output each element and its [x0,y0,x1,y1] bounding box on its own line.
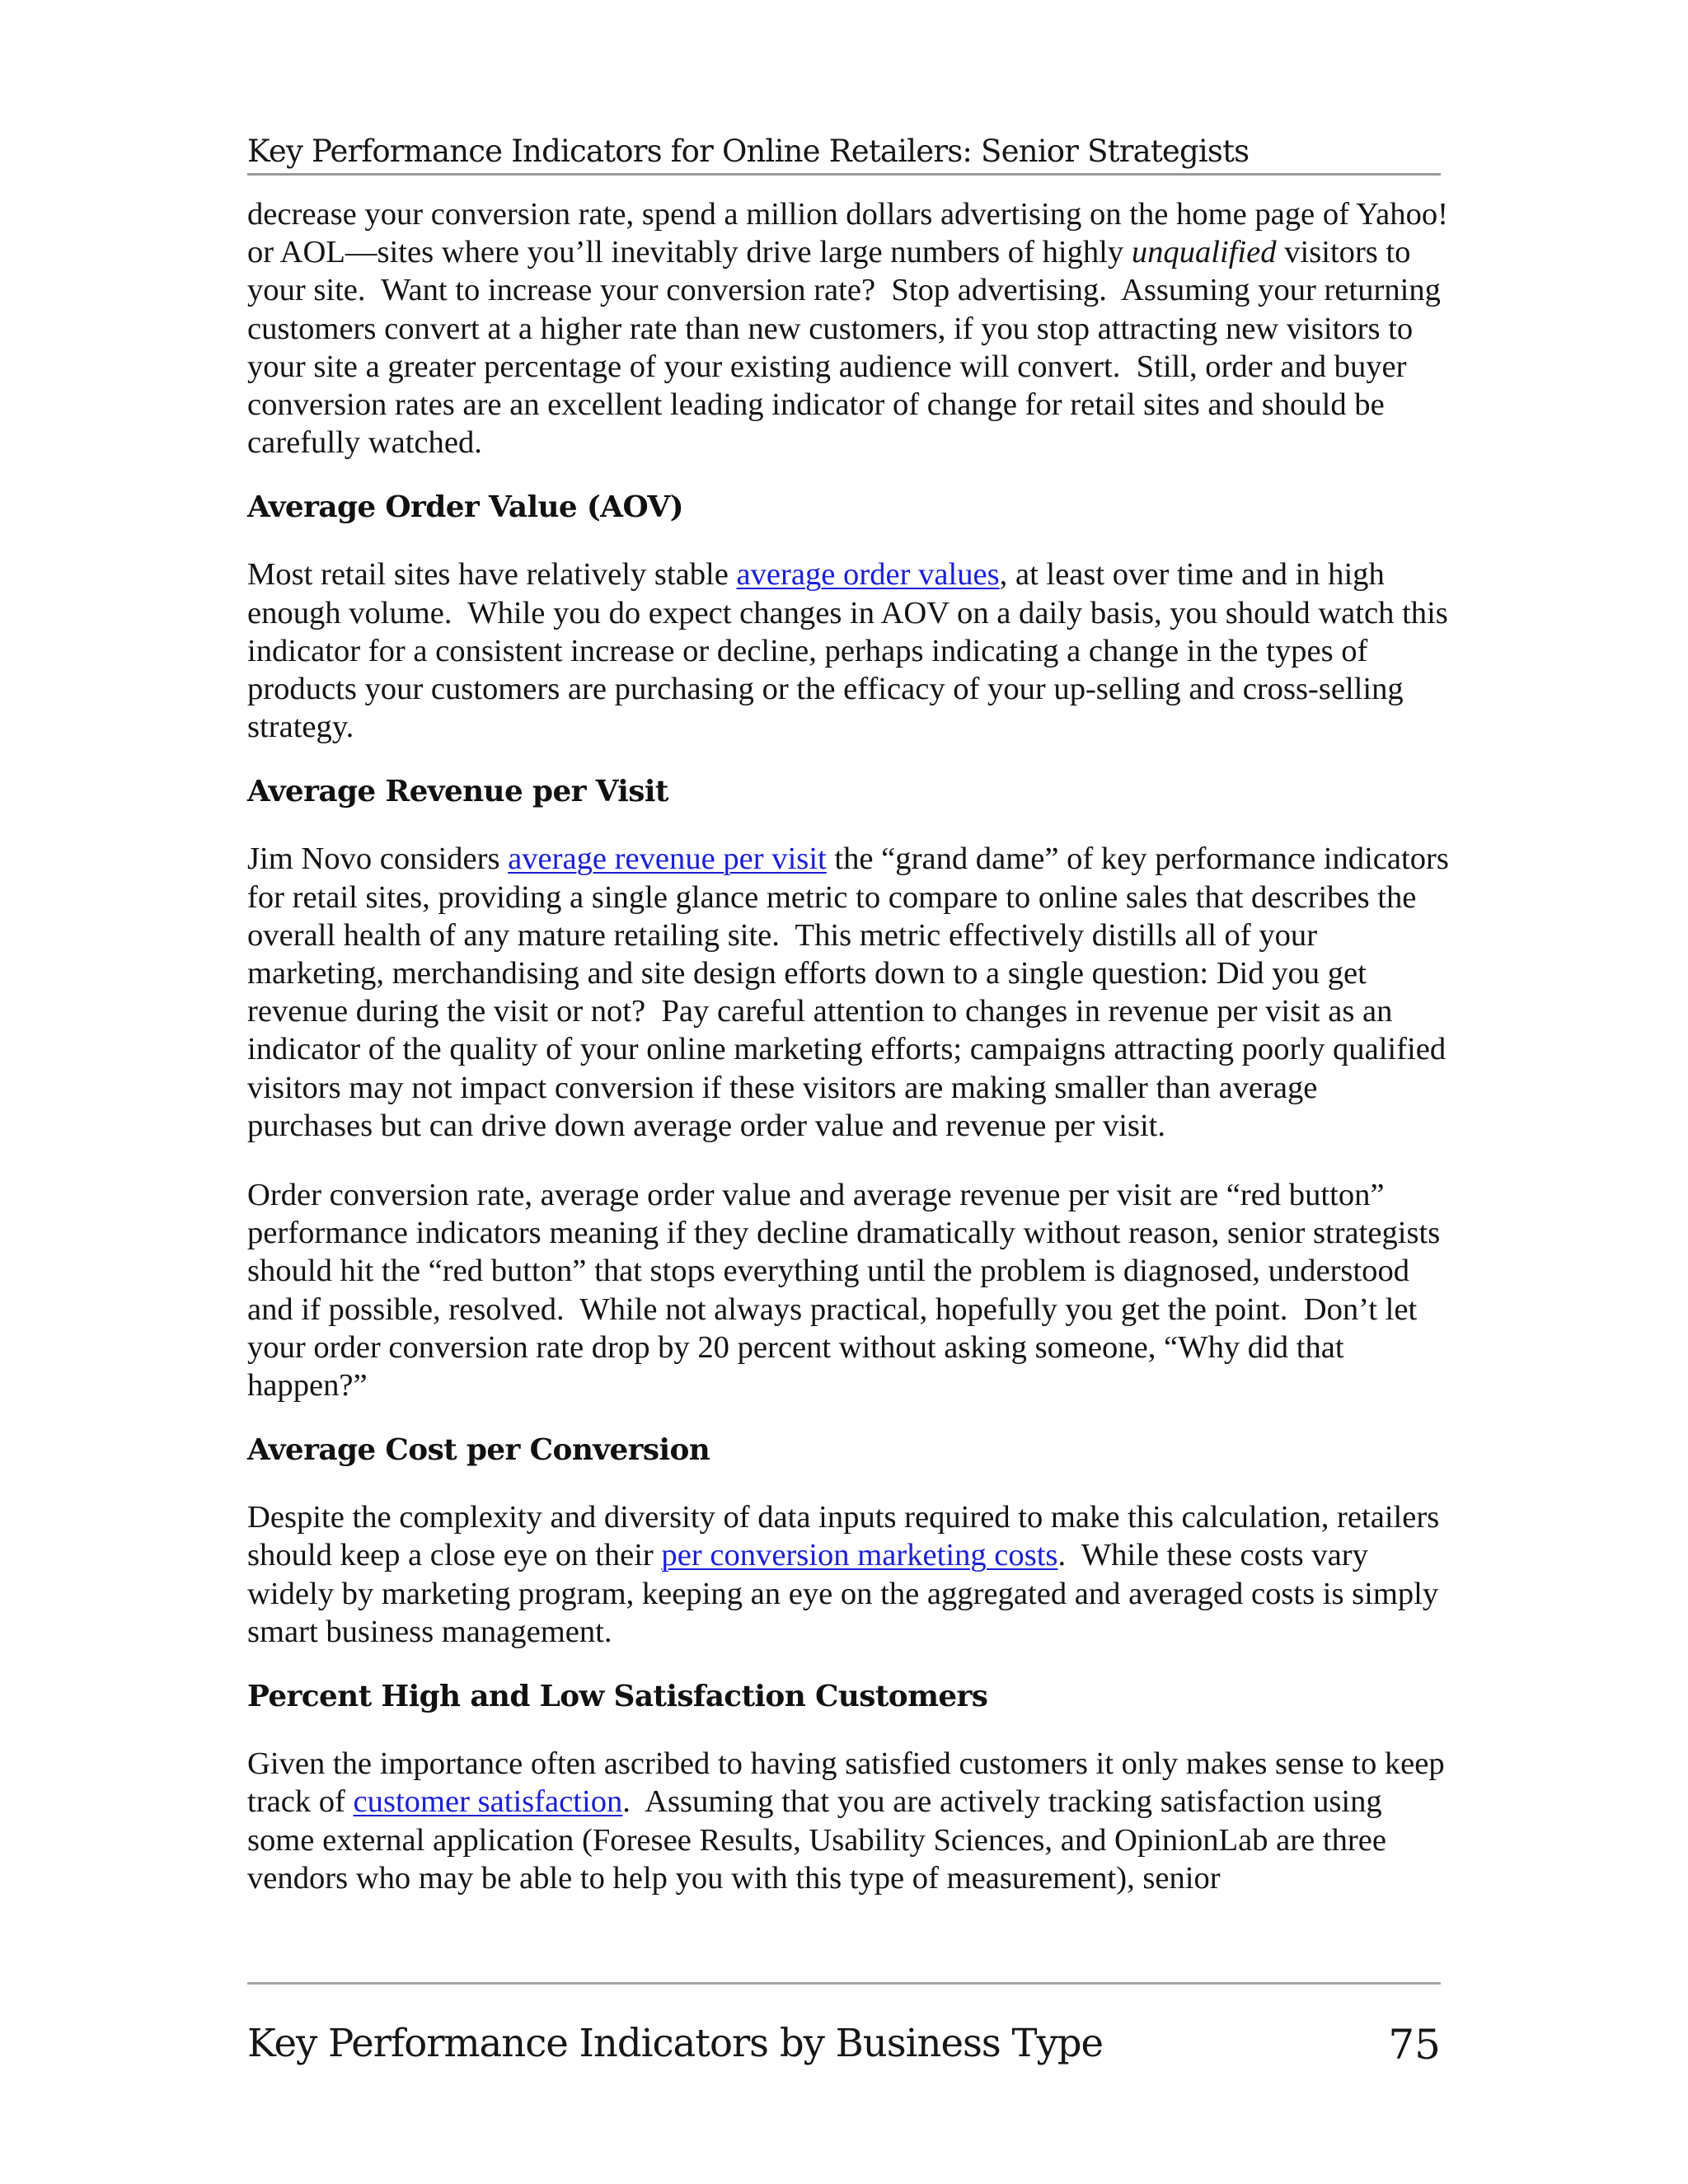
text-run: Jim Novo considers [247,841,509,877]
document-page [247,0,1449,2184]
section-heading-aov: Average Order Value (AOV) [247,490,683,525]
header-divider [247,173,1441,176]
link-average-revenue-per-visit[interactable]: average revenue per visit [508,841,827,877]
text-run: Most retail sites have relatively stable [247,557,737,593]
text-run: Given the importance often ascribed to having satisfied customers it only makes sense to keep track of [247,1746,1445,1820]
revenue-per-visit-paragraph [247,840,1451,1145]
text-run: decrease your conversion rate, spend a million dollars advertising on the home page of Yahoo! or AOL—sites where you’ll inevitably drive large numbers of highly [247,197,1449,270]
footer-divider [247,1982,1441,1985]
text-run: visitors to your site. Want to increase your conversion rate? Stop advertising. Assuming your returning customers convert at a higher rate than new customers, if you stop attracting new visitors to your site a greater percentage of your existing audience will convert. Still, order and buyer conversion rates are an excellent leading indicator of change for retail sites and should be carefully watched. [247,235,1441,461]
section-heading-satisfaction: Percent High and Low Satisfaction Customers [247,1679,988,1714]
satisfaction-paragraph [247,1745,1451,1897]
cost-per-conversion-paragraph [247,1498,1451,1651]
text-run: , at least over time and in high enough volume. While you do expect changes in AOV on a daily basis, you should watch this indicator for a consistent increase or decline, perhaps indicating a change in the types of products your customers are purchasing or the efficacy of your up-selling and cross-selling strategy. [247,557,1448,745]
intro-paragraph [247,195,1451,462]
text-run: the “grand dame” of key performance indicators for retail sites, providing a single glance metric to compare to online sales that describes the overall health of any mature retailing site. This metric effectively distills all of your marketing, merchandising and site design efforts down to a single question: Did you get revenue during the visit or not? Pay careful attention to changes in revenue per visit as an indicator of the quality of your online marketing efforts; campaigns attracting poorly qualified visitors may not impact conversion if these visitors are making smaller than average purchases but can drive down average order value and revenue per visit. [247,841,1449,1143]
text-run: . While these costs vary widely by marketing program, keeping an eye on the aggregated and averaged costs is simply smart business management. [247,1538,1439,1649]
text-run: . Assuming that you are actively tracking satisfaction using some external application (Foresee Results, Usability Sciences, and OpinionLab are three vendors who may be able to help you with this type of measurement), senior [247,1784,1386,1896]
section-heading-cost-per-conversion: Average Cost per Conversion [247,1432,710,1468]
footer-title: Key Performance Indicators by Business Type [247,2021,1104,2065]
link-customer-satisfaction[interactable]: customer satisfaction [353,1784,623,1820]
link-average-order-values[interactable]: average order values [736,557,1000,593]
section-heading-revenue-per-visit: Average Revenue per Visit [247,774,668,809]
red-button-paragraph: Order conversion rate, average order value and average revenue per visit are “red button” performance indicators meaning if they decline dramatically without reason, senior strategists should hit the “red button” that stops everything until the problem is diagnosed, understood and if possible, resolved. While not always practical, hopefully you get the point. Don’t let your order conversion rate drop by 20 percent without asking someone, “Why did that happen?” [247,1178,1441,1404]
aov-paragraph [247,555,1451,746]
text-run: Despite the complexity and diversity of data inputs required to make this calculation, retailers should keep a close eye on their [247,1500,1440,1573]
running-header: Key Performance Indicators for Online Retailers: Senior Strategists [247,134,1250,169]
link-per-conversion-marketing-costs[interactable]: per conversion marketing costs [661,1538,1058,1573]
document-body [247,195,1451,1897]
page-number: 75 [1388,2021,1441,2069]
emphasis-text: unqualified [1131,235,1277,270]
